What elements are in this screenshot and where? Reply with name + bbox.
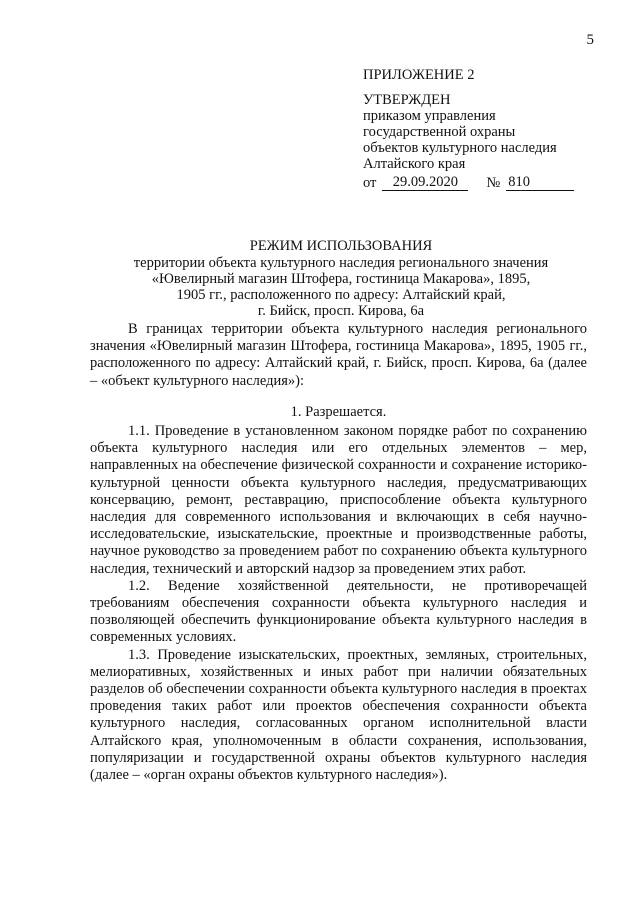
intro-paragraph: В границах территории объекта культурного наследия регионального значения «Ювелирный магазин Штофера, гостиница Макарова», 1895, 1905 гг., расположенного по адресу: Алтайский край, г. Бийск, просп. Кирова, 6а (далее – «объект культурного наследия»):: [90, 321, 587, 389]
section-item: 1.1. Проведение в установленном законом порядке работ по сохранению объекта культурного наследия или его отдельных элементов – мер, направленных на обеспечение физической сохранности и сохранение историко-культурной ценности объекта культурного наследия, предусматривающих консервацию, ремонт, реставрацию, приспособление объекта культурного наследия для современного использования и включающих в себя научно-исследовательские, изыскательские, проектные и производственные работы, научное руководство за проведением работ по сохранению объекта культурного наследия, технический и авторский надзор за проведением этих работ.: [90, 423, 587, 577]
number-label: №: [486, 175, 501, 191]
order-number: 810: [506, 174, 574, 191]
approval-line: приказом управления: [363, 108, 496, 124]
approval-line: объектов культурного наследия: [363, 140, 557, 156]
approval-line: Алтайского края: [363, 156, 466, 172]
document-body: [90, 321, 587, 784]
order-date: 29.09.2020: [382, 174, 468, 191]
approved-label: УТВЕРЖДЕН: [363, 92, 451, 108]
document-title-block: [96, 238, 586, 319]
title-line: 1905 гг., расположенного по адресу: Алтайский край,: [176, 287, 506, 303]
title-line: г. Бийск, просп. Кирова, 6а: [257, 303, 425, 319]
approval-line: государственной охраны: [363, 124, 516, 140]
page-number: 5: [586, 32, 594, 48]
section-item: 1.3. Проведение изыскательских, проектных, земляных, строительных, мелиоративных, хозяйственных и иных работ при наличии обязательных разделов об обеспечении сохранности объекта культурного наследия в проектах проведения таких работ или проектов обеспечения сохранности объекта культурного наследия, согласованных органом исполнительной власти Алтайского края, уполномоченным в области сохранения, использования, популяризации и государственной охраны объектов культурного наследия (далее – «орган охраны объектов культурного наследия»).: [90, 646, 587, 784]
order-date-number-line: [363, 174, 603, 191]
section-heading: 1. Разрешается.: [290, 403, 387, 420]
title-line: «Ювелирный магазин Штофера, гостиница Макарова», 1895,: [151, 271, 531, 287]
document-title: РЕЖИМ ИСПОЛЬЗОВАНИЯ: [249, 238, 433, 254]
title-line: территории объекта культурного наследия регионального значения: [133, 255, 549, 271]
appendix-label: ПРИЛОЖЕНИЕ 2: [363, 67, 475, 83]
section-item: 1.2. Ведение хозяйственной деятельности, не противоречащей требованиям обеспечения сохранности объекта культурного наследия и позволяющей обеспечить функционирование объекта культурного наследия в современных условиях.: [90, 577, 587, 646]
from-label: от: [363, 175, 377, 191]
approval-block: [363, 67, 603, 191]
